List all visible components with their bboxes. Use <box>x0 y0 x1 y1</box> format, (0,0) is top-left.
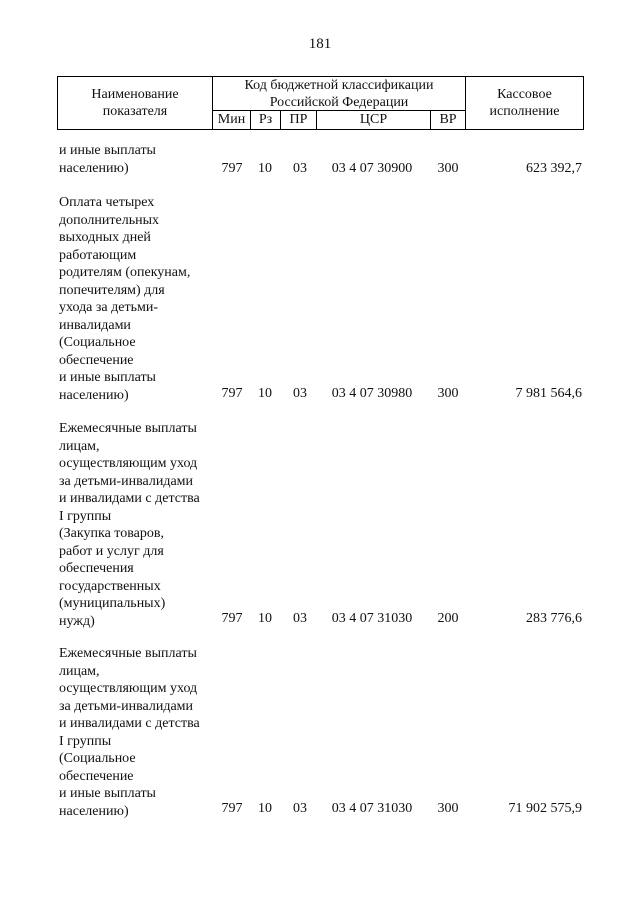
header-name-column: Наименование показателя <box>91 87 179 119</box>
row-vr: 300 <box>437 386 459 401</box>
row-pr: 03 <box>293 161 307 176</box>
page-number: 181 <box>308 36 332 52</box>
row-min: 797 <box>221 801 243 816</box>
row-sum: 623 392,7 <box>526 161 582 176</box>
row-rz: 10 <box>258 801 272 816</box>
row-rz: 10 <box>258 611 272 626</box>
header-bottom-border <box>57 129 584 130</box>
row-rz: 10 <box>258 161 272 176</box>
row-description: Оплата четырех дополнительных выходных дней работающим родителям (опекунам, попечителям) для ухода за детьми- инвалидами (Социальное обеспечение и иные выплаты населению) <box>59 195 191 403</box>
row-sum: 7 981 564,6 <box>515 386 582 401</box>
header-min: Мин <box>217 112 246 127</box>
header-csr: ЦСР <box>359 112 388 127</box>
row-sum: 71 902 575,9 <box>508 801 582 816</box>
row-csr: 03 4 07 31030 <box>331 801 413 816</box>
row-csr: 03 4 07 31030 <box>331 611 413 626</box>
row-pr: 03 <box>293 611 307 626</box>
row-min: 797 <box>221 386 243 401</box>
header-pr: ПР <box>289 112 308 127</box>
row-vr: 300 <box>437 161 459 176</box>
header-rz: Рз <box>258 112 273 127</box>
row-vr: 200 <box>437 611 459 626</box>
row-pr: 03 <box>293 386 307 401</box>
row-min: 797 <box>221 611 243 626</box>
row-csr: 03 4 07 30980 <box>331 386 413 401</box>
row-csr: 03 4 07 30900 <box>331 161 413 176</box>
row-rz: 10 <box>258 386 272 401</box>
header-right-border <box>583 76 584 130</box>
row-description: Ежемесячные выплаты лицам, осуществляющим уход за детьми-инвалидами и инвалидами с детства I группы (Закупка товаров, работ и услуг для обеспечения государственных (муниципальных) нужд) <box>59 421 200 629</box>
header-exec-column: Кассовое исполнение <box>489 87 560 119</box>
row-vr: 300 <box>437 801 459 816</box>
row-sum: 283 776,6 <box>526 611 582 626</box>
header-code-group: Код бюджетной классификации Российской Федерации <box>244 78 434 110</box>
row-min: 797 <box>221 161 243 176</box>
row-description: и иные выплаты населению) <box>59 143 156 176</box>
row-description: Ежемесячные выплаты лицам, осуществляющим уход за детьми-инвалидами и инвалидами с детства I группы (Социальное обеспечение и иные выплаты населению) <box>59 646 200 819</box>
row-pr: 03 <box>293 801 307 816</box>
header-vr: ВР <box>439 112 457 127</box>
